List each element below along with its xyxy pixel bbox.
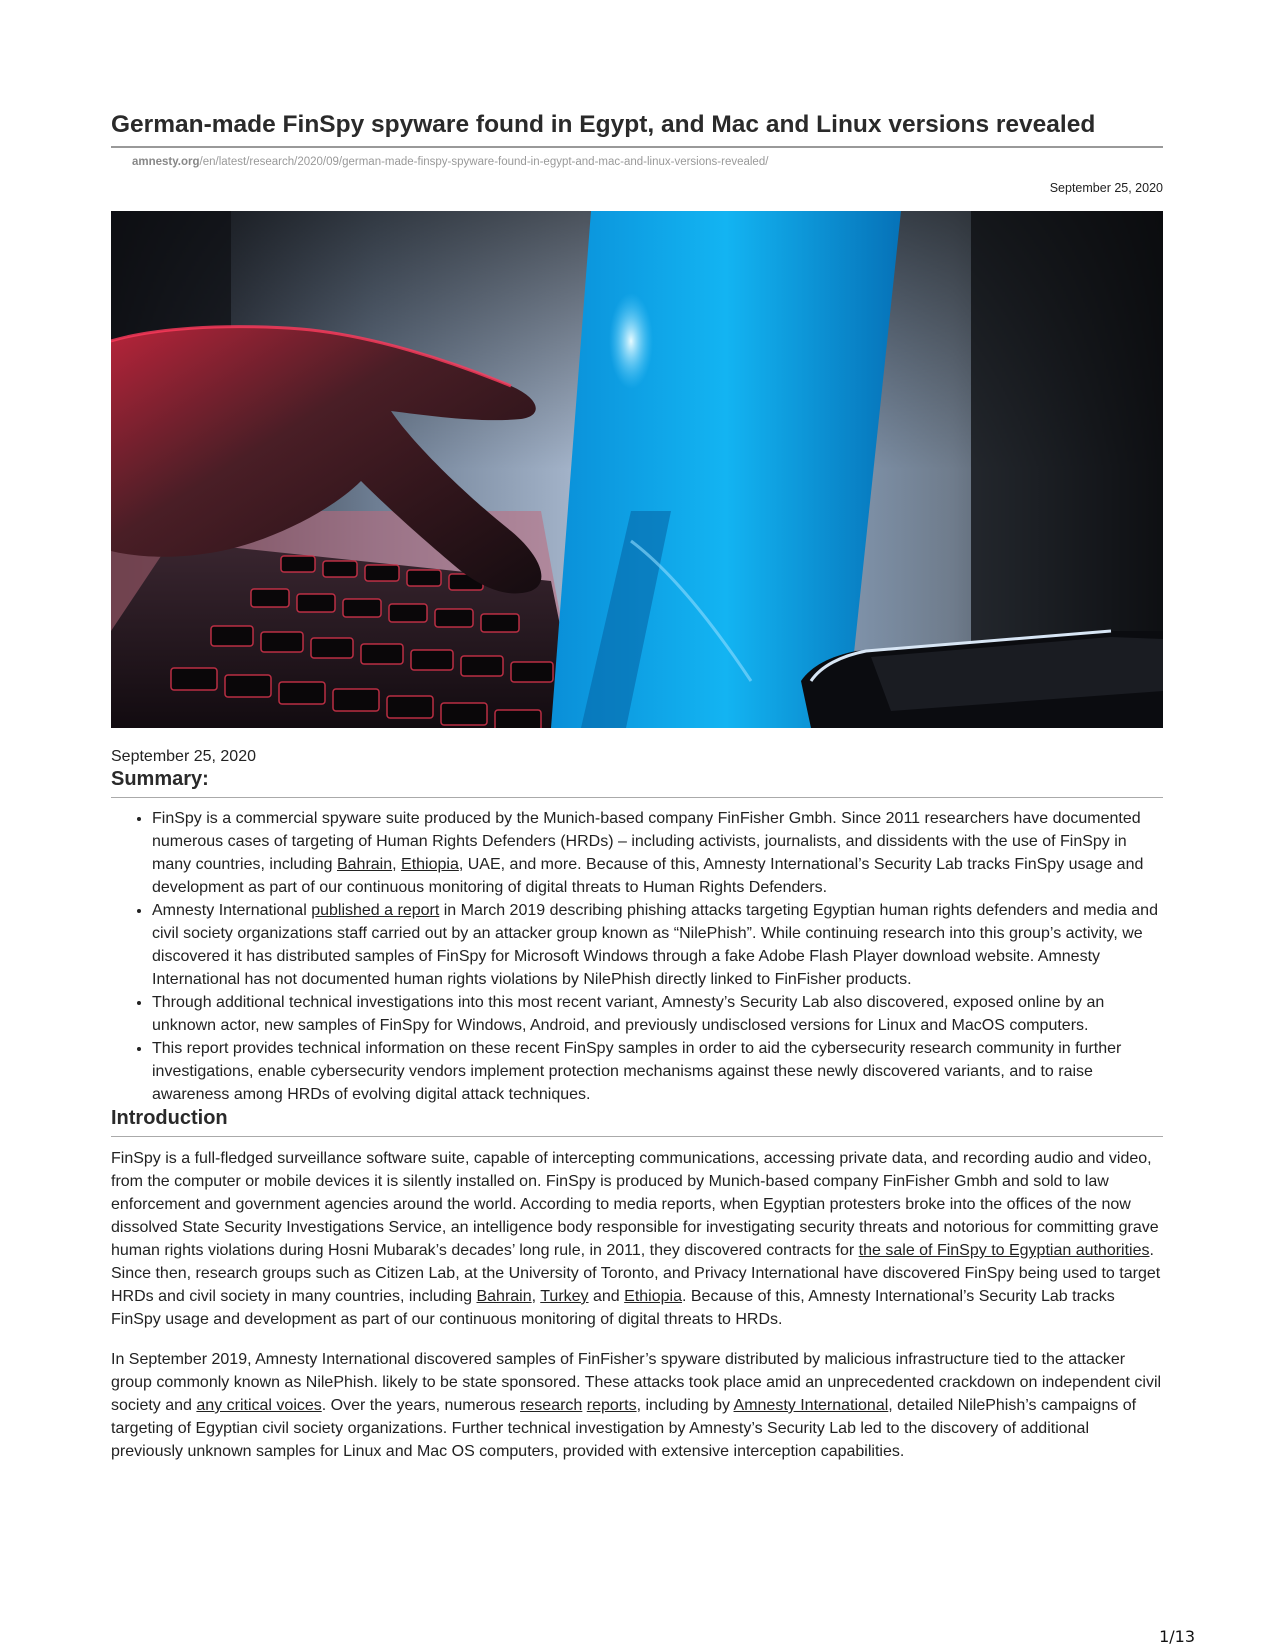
summary-item: • This report provides technical information on these recent FinSpy samples in order to aid the cybersecurity research community in further investigations, enable cybersecurity vendors implement protection mechanisms against these newly discovered variants, and to raise awareness among HRDs of evolving digital attack techniques. [152, 1037, 1163, 1106]
paragraph-text: . Because of this, Amnesty International’s Security Lab tracks FinSpy usage and development as part of our continuous monitoring of digital threats to HRDs. [111, 1288, 1115, 1328]
article-title: German-made FinSpy spyware found in Egypt, and Mac and Linux versions revealed [111, 110, 1163, 148]
header-date: September 25, 2020 [1049, 181, 1163, 195]
paragraph-text: , detailed NilePhish’s campaigns of targeting of Egyptian civil society organizations. Further technical investigation by Amnesty’s Security Lab led to the discovery of additional previously unknown samples for Linux and Mac OS computers, provided with extensive interception capabilities. [111, 1397, 1137, 1460]
link-any-critical-voices[interactable]: any critical voices [196, 1397, 322, 1414]
page-number: 1/13 [1159, 1627, 1195, 1646]
link-ethiopia[interactable]: Ethiopia [624, 1288, 682, 1305]
link-ethiopia[interactable]: Ethiopia [401, 856, 459, 873]
link-sale-of-finspy[interactable]: the sale of FinSpy to Egyptian authorities [858, 1242, 1150, 1259]
link-research[interactable]: research [520, 1397, 583, 1414]
hero-image-illustration [111, 211, 1163, 728]
paragraph-text: In September 2019, Amnesty International discovered samples of FinFisher’s spyware distributed by malicious infrastructure tied to the attacker group commonly known as NilePhish. likely to be state sponsored. These attacks took place amid an unprecedented crackdown on independent civil society and [111, 1351, 1162, 1414]
source-url[interactable] [132, 155, 1163, 169]
summary-item: • Through additional technical investigations into this most recent variant, Amnesty’s Security Lab also discovered, exposed online by an unknown actor, new samples of FinSpy for Windows, Android, and previously undisclosed versions for Linux and MacOS computers. [152, 991, 1163, 1037]
hero-image [111, 211, 1163, 728]
link-reports[interactable]: reports [586, 1397, 637, 1414]
summary-heading: Summary: [111, 767, 1163, 798]
intro-paragraph [111, 1348, 1163, 1463]
summary-item [152, 807, 1163, 899]
link-amnesty-international[interactable]: Amnesty International [733, 1397, 889, 1414]
source-domain[interactable]: amnesty.org [132, 156, 200, 168]
paragraph-text: FinSpy is a full-fledged surveillance software suite, capable of intercepting communications, accessing private data, and recording audio and video, from the computer or mobile devices it is silently installed on. FinSpy is produced by Munich-based company FinFisher Gmbh and sold to law enforcement and government agencies around the world. According to media reports, when Egyptian protesters broke into the offices of the now dissolved State Security Investigations Service, an intelligence body responsible for investigating security threats and notorious for committing grave human rights violations during Hosni Mubarak’s decades’ long rule, in 2011, they discovered contracts for [111, 1150, 1159, 1259]
link-turkey[interactable]: Turkey [540, 1288, 589, 1305]
summary-item-text: FinSpy is a commercial spyware suite produced by the Munich-based company FinFisher Gmbh. Since 2011 researchers have documented numerous cases of targeting of Human Rights Defenders (HRDs) – including activists, journalists, and dissidents with the use of FinSpy in many countries, including [152, 810, 1141, 873]
intro-paragraph [111, 1147, 1163, 1331]
paragraph-text: . Since then, research groups such as Citizen Lab, at the University of Toronto, and Privacy International have discovered FinSpy being used to target HRDs and civil society in many countries, including [111, 1242, 1161, 1305]
document-page [111, 110, 1163, 1463]
article-date: September 25, 2020 [111, 748, 256, 765]
summary-item-text: in March 2019 describing phishing attacks targeting Egyptian human rights defenders and media and civil society organizations staff carried out by an attacker group known as “NilePhish”. While continuing research into this group’s activity, we discovered it has distributed samples of FinSpy for Microsoft Windows through a fake Adobe Flash Player download website. Amnesty International has not documented human rights violations by NilePhish directly linked to FinFisher products. [152, 902, 1158, 988]
paragraph-text: , [531, 1288, 541, 1305]
summary-item-text: , [392, 856, 402, 873]
paragraph-text: , including by [636, 1397, 734, 1414]
summary-list [111, 807, 1163, 1106]
link-bahrain[interactable]: Bahrain [476, 1288, 532, 1305]
summary-item [152, 899, 1163, 991]
paragraph-text: and [588, 1288, 625, 1305]
link-bahrain[interactable]: Bahrain [336, 856, 393, 873]
source-path[interactable]: /en/latest/research/2020/09/german-made-finspy-spyware-found-in-egypt-and-mac-and-linux-versions-revealed/ [199, 156, 769, 168]
introduction-heading: Introduction [111, 1106, 1163, 1137]
link-published-report[interactable]: published a report [311, 902, 440, 919]
summary-item-text: , UAE, and more. Because of this, Amnesty International’s Security Lab tracks FinSpy usage and development as part of our continuous monitoring of digital threats to Human Rights Defenders. [152, 856, 1144, 896]
paragraph-text: . Over the years, numerous [321, 1397, 521, 1414]
summary-item-text: Amnesty International [152, 902, 312, 919]
